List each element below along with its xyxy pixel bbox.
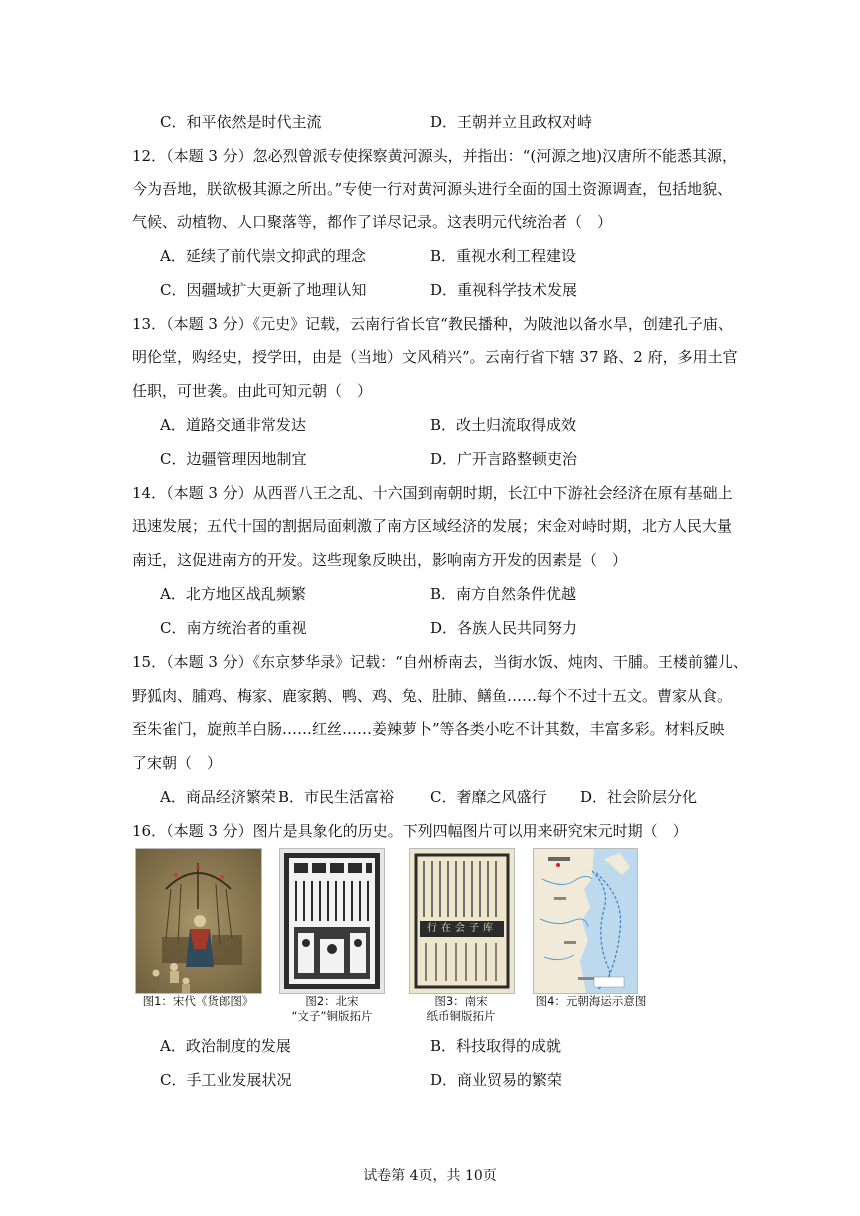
- q16-stem-line1: 16．（本题 3 分）图片是具象化的历史。下列四幅图片可以用来研究宋元时期（ ）: [132, 822, 688, 840]
- q13-option-b: B．改土归流取得成效: [430, 416, 577, 434]
- fig3-caption: [406, 994, 516, 1024]
- q12-stem-line2: 今为吾地，朕欲极其源之所出。”专使一行对黄河源头进行全面的国土资源调查，包括地貌、: [132, 180, 733, 198]
- fig2-caption-line2: “文子”铜版拓片: [291, 1009, 373, 1023]
- q12-option-b: B．重视水利工程建设: [430, 247, 577, 265]
- q11-option-c: C．和平依然是时代主流: [160, 113, 322, 131]
- q15-option-b: B．市民生活富裕: [278, 788, 395, 806]
- q15-option-a: A．商品经济繁荣: [160, 788, 276, 806]
- q13-stem-line1: 13．（本题 3 分）《元史》记载，云南行省长官“教民播种，为陂池以备水旱，创建孔子庙、: [132, 315, 733, 333]
- fig2-caption: [278, 994, 386, 1024]
- fig3-caption-line2: 纸币铜版拓片: [426, 1009, 496, 1023]
- q13-option-a: A．道路交通非常发达: [160, 416, 306, 434]
- q14-option-c: C．南方统治者的重视: [160, 619, 307, 637]
- q12-option-a: A．延续了前代崇文抑武的理念: [160, 247, 366, 265]
- q15-option-d: D．社会阶层分化: [580, 788, 698, 806]
- q14-stem-line2: 迅速发展；五代十国的割据局面刺激了南方区域经济的发展；宋金对峙时期，北方人民大量: [132, 517, 733, 535]
- fig4-caption: 图4：元朝海运示意图: [535, 994, 647, 1008]
- fig4-map: [533, 848, 638, 994]
- q15-option-c: C．奢靡之风盛行: [430, 788, 547, 806]
- q13-option-d: D．广开言路整顿吏治: [430, 450, 578, 468]
- q16-option-c: C．手工业发展状况: [160, 1071, 292, 1089]
- q14-option-b: B．南方自然条件优越: [430, 585, 577, 603]
- fig2-rubbing: [279, 848, 385, 994]
- q13-stem-line3: 任职，可世袭。由此可知元朝（ ）: [132, 382, 373, 400]
- fig1-caption: 图1：宋代《货郎图》: [142, 994, 254, 1008]
- q12-option-c: C．因疆域扩大更新了地理认知: [160, 281, 367, 299]
- q14-option-a: A．北方地区战乱频繁: [160, 585, 306, 603]
- q12-stem-line3: 气候、动植物、人口聚落等，都作了详尽记录。这表明元代统治者（ ）: [132, 213, 613, 231]
- q15-stem-line2: 野狐肉、脯鸡、梅家、鹿家鹅、鸭、鸡、兔、肚肺、鳝鱼……每个不过十五文。曹家从食。: [132, 687, 733, 705]
- q14-option-d: D．各族人民共同努力: [430, 619, 578, 637]
- q12-stem-line1: 12．（本题 3 分）忽必烈曾派专使探察黄河源头，并指出：“(河源之地)汉唐所不能悉其源，: [132, 147, 738, 165]
- fig1-painting: [135, 848, 262, 994]
- q13-stem-line2: 明伦堂，购经史，授学田，由是（当地）文风稍兴”。云南行省下辖 37 路、2 府，多用土官: [132, 348, 738, 366]
- fig3-rubbing: [409, 848, 515, 994]
- q14-stem-line1: 14．（本题 3 分）从西晋八王之乱、十六国到南朝时期，长江中下游社会经济在原有基础上: [132, 484, 733, 502]
- q13-option-c: C．边疆管理因地制宜: [160, 450, 307, 468]
- q15-stem-line3: 至朱雀门，旋煎羊白肠……红丝……姜辣萝卜”等各类小吃不计其数，丰富多彩。材料反映: [132, 720, 725, 738]
- q11-option-d: D．王朝并立且政权对峙: [430, 113, 593, 131]
- q12-option-d: D．重视科学技术发展: [430, 281, 578, 299]
- fig3-caption-line1: 图3：南宋: [434, 994, 488, 1008]
- q15-stem-line1: 15．（本题 3 分）《东京梦华录》记载：“自州桥南去，当街水饭、炖肉、干脯。王楼前貛儿、: [132, 653, 748, 671]
- q16-option-d: D．商业贸易的繁荣: [430, 1071, 563, 1089]
- fig2-caption-line1: 图2：北宋: [305, 994, 359, 1008]
- q15-stem-line4: 了宋朝（ ）: [132, 754, 223, 772]
- page-footer: 试卷第 4页，共 10页: [363, 1168, 497, 1184]
- q14-stem-line3: 南迁，这促进南方的开发。这些现象反映出，影响南方开发的因素是（ ）: [132, 551, 628, 569]
- q16-option-b: B．科技取得的成就: [430, 1037, 562, 1055]
- q16-option-a: A．政治制度的发展: [160, 1037, 291, 1055]
- fig3-plate-text: 行在会子库: [427, 923, 497, 934]
